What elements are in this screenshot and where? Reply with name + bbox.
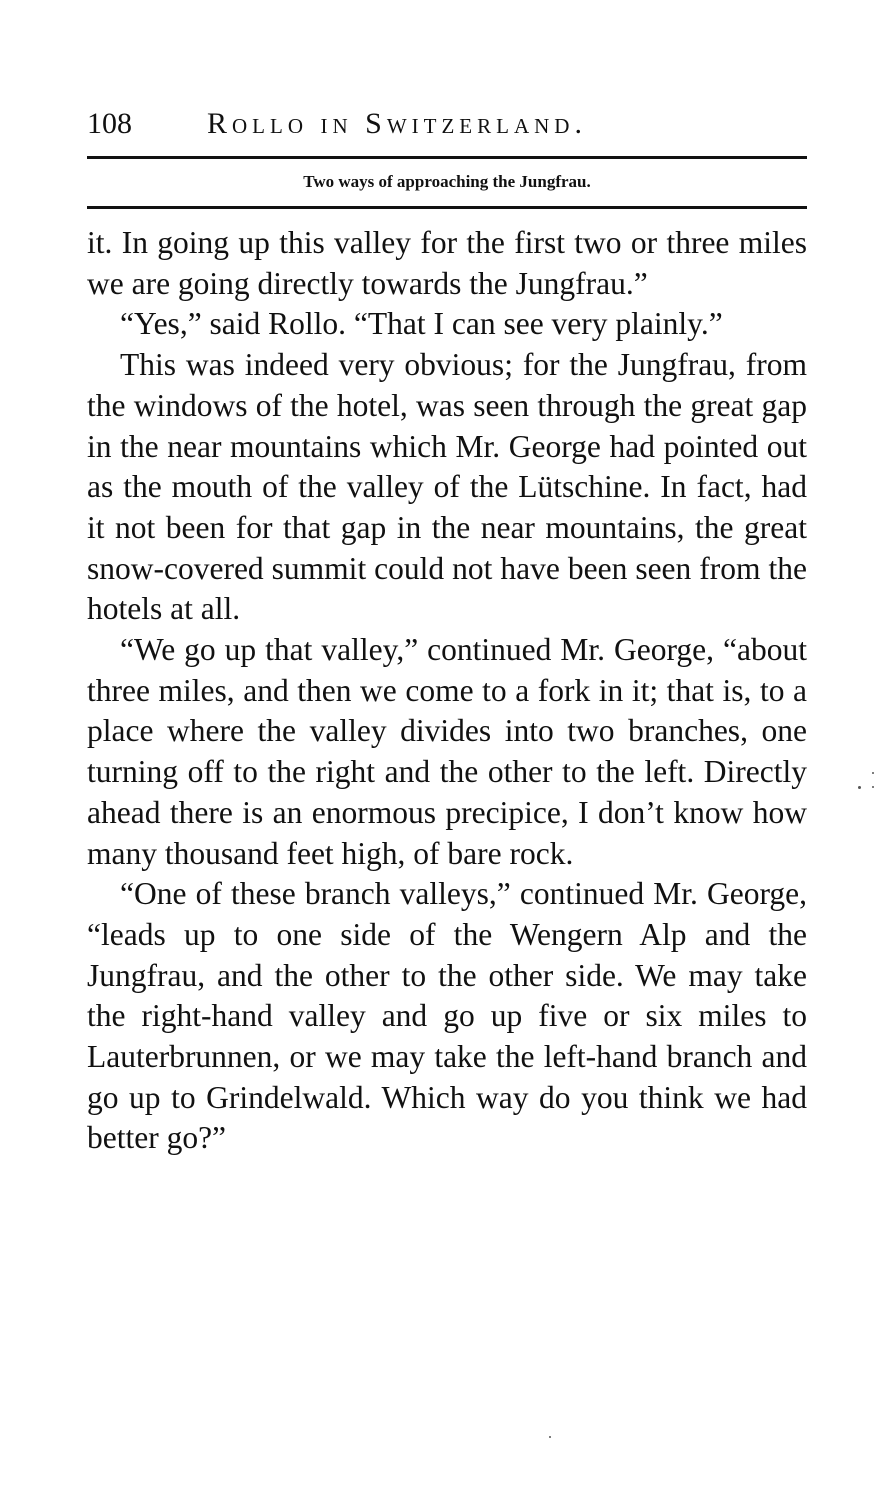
book-title: Rollo in Switzerland. bbox=[207, 107, 587, 140]
chapter-subhead: Two ways of approaching the Jungfrau. bbox=[303, 172, 591, 191]
header-rule-bottom bbox=[87, 206, 807, 209]
paragraph: “One of these branch valleys,” continued Mr. George, “leads up to one side of the Wengern Alp and the Jungfrau, and the other to the other side. We may take the right-hand valley and go up five or six miles to Lauterbrunnen, or we may take the left-hand branch and go up to Grindelwald. Which way do you think we had better go?” bbox=[87, 876, 807, 1156]
paragraph: “We go up that valley,” continued Mr. George, “about three miles, and then we come to a fork in it; that is, to a place where the valley divides into two branches, one turning off to the right and the other to the left. Directly ahead there is an enormous precipice, I don’t know how many thousand feet high, of bare rock. bbox=[87, 632, 807, 871]
print-speck bbox=[872, 786, 874, 788]
paragraph: it. In going up this valley for the first two or three miles we are going directly towards the Jungfrau.” bbox=[87, 225, 807, 301]
print-speck bbox=[872, 772, 874, 774]
header-rule-top bbox=[87, 156, 807, 159]
page-number: 108 bbox=[87, 107, 132, 140]
print-speck bbox=[549, 1436, 551, 1438]
running-head bbox=[87, 103, 807, 145]
paragraph: “Yes,” said Rollo. “That I can see very plainly.” bbox=[120, 306, 723, 342]
body-text bbox=[87, 223, 807, 1159]
print-speck bbox=[858, 786, 861, 789]
paragraph: This was indeed very obvious; for the Jungfrau, from the windows of the hotel, was seen through the great gap in the near mountains which Mr. George had pointed out as the mouth of the valley of the Lütschine. In fact, had it not been for that gap in the near mountains, the great snow-covered summit could not have been seen from the hotels at all. bbox=[87, 347, 807, 627]
